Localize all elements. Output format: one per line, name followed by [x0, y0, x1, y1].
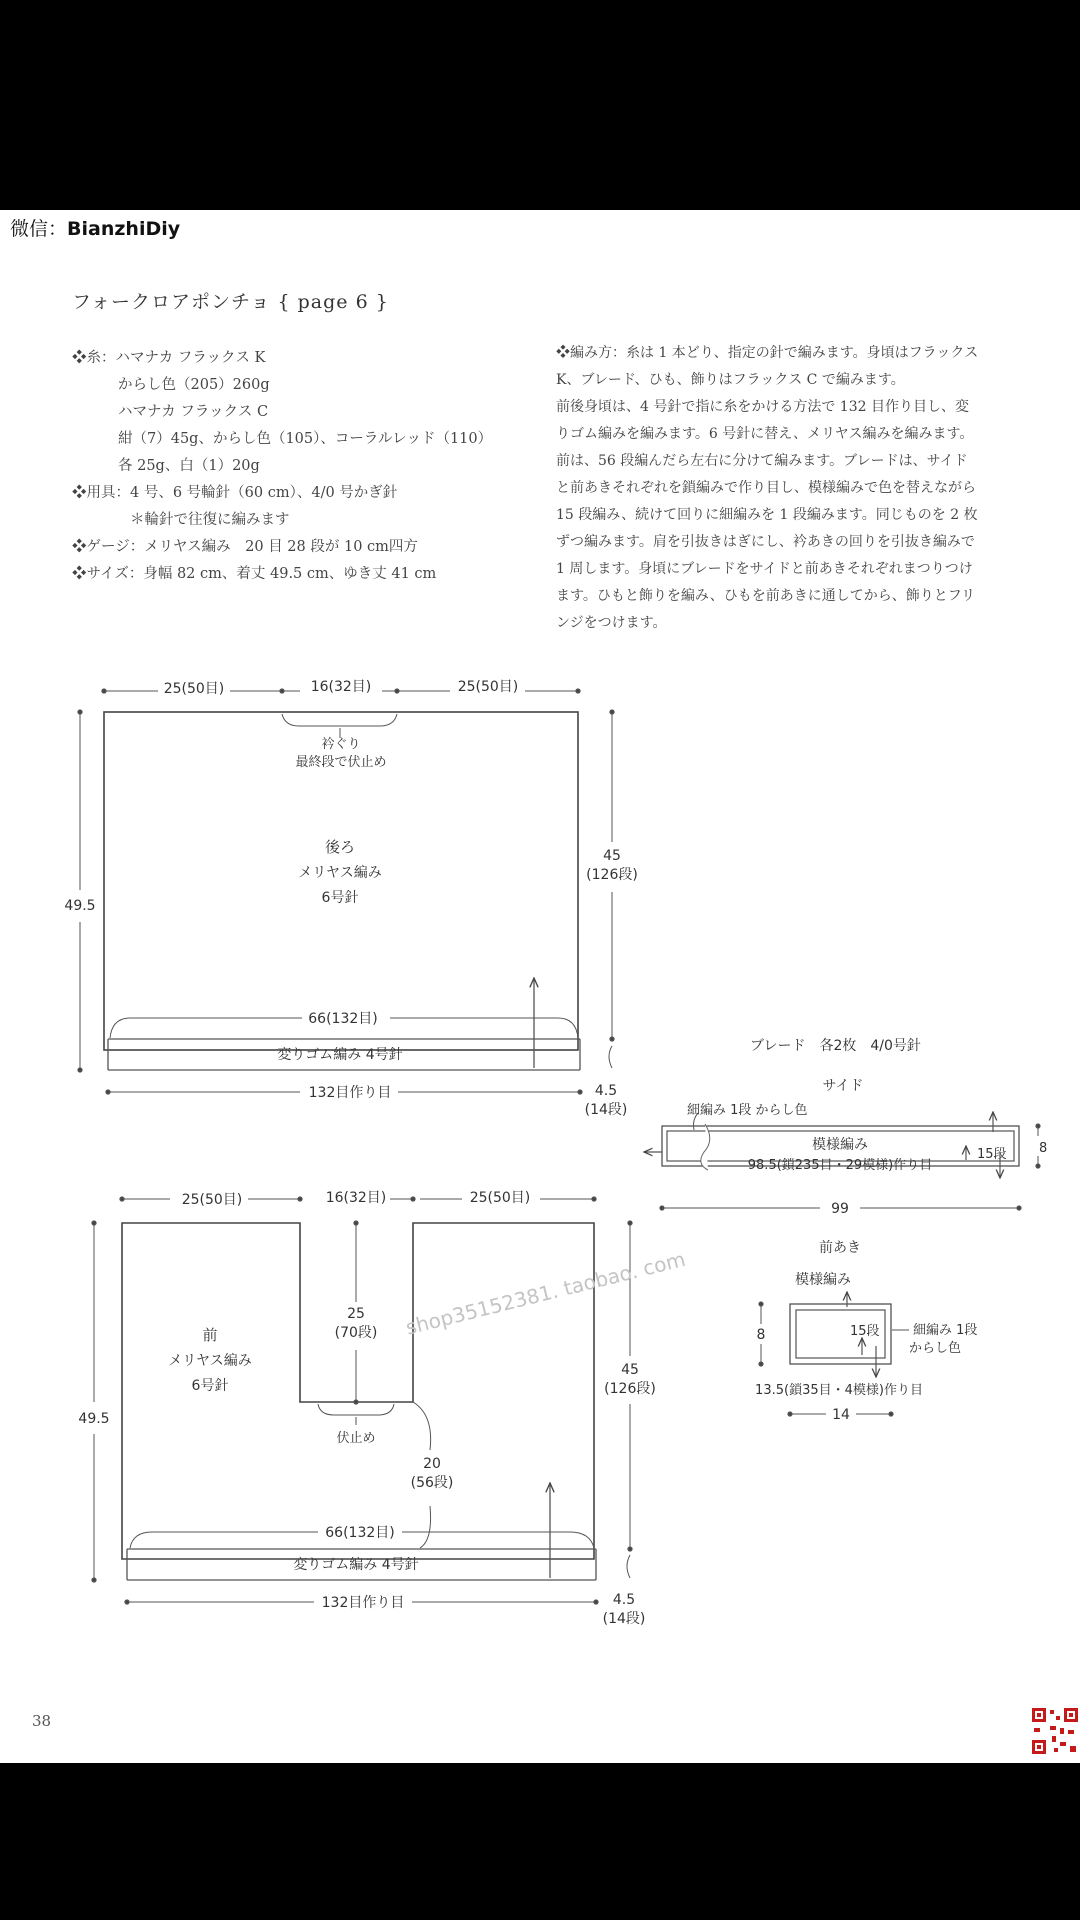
method-line: りゴム編みを編みます。6 号針に替え、メリヤス編みを編みます。 [556, 426, 974, 442]
braid-front-height: 8 [756, 1327, 766, 1343]
method-line: ずつ編みます。肩を引抜きはぎにし、衿あきの回りを引抜き編みで [556, 534, 975, 550]
size-line: ❖サイズ：身幅 82 cm、着丈 49.5 cm、ゆき丈 41 cm [72, 566, 437, 582]
braid-side-title: サイド [822, 1078, 864, 1094]
back-labels [64, 679, 637, 1118]
braid-front-width: 14 [832, 1407, 850, 1423]
dot [78, 710, 82, 714]
dot [576, 689, 580, 693]
front-needle: 6号針 [191, 1378, 229, 1394]
dot [125, 1600, 129, 1604]
braid-front-pattern: 模様編み [795, 1272, 851, 1288]
braid-side-height: 8 [1039, 1141, 1048, 1156]
front-stitch: メリヤス編み [168, 1353, 252, 1369]
dot [1017, 1206, 1021, 1210]
document-page [0, 210, 1080, 1763]
front-piece-diagram [92, 1197, 632, 1604]
dot [106, 1090, 110, 1094]
back-neck-curve [282, 714, 397, 726]
tools-line: ❖用具：4 号、6 号輪針（60 cm）、4/0 号かぎ針 [72, 485, 398, 501]
back-needle: 6号針 [321, 890, 359, 906]
qr-code-icon [1030, 1706, 1080, 1756]
dot [92, 1578, 96, 1582]
tools-note: ＊輪針で往復に編みます [130, 512, 290, 528]
braid-side-pattern: 模様編み [812, 1137, 868, 1153]
dot [280, 689, 284, 693]
method-line: 15 段編み、続けて回りに細編みを 1 段編みます。同じものを 2 枚 [556, 507, 978, 523]
method-line: ❖編み方：糸は 1 本どり、指定の針で編みます。身頃はフラックス [556, 345, 979, 361]
dot [411, 1197, 415, 1201]
front-width-curve-left [130, 1532, 318, 1548]
dot [102, 689, 106, 693]
braid-front-labels [755, 1240, 977, 1423]
braid-front-rows: 15段 [850, 1324, 880, 1339]
back-body-height: 45 [603, 848, 621, 864]
braid-side-rows: 15段 [977, 1147, 1007, 1162]
yarn-line: ❖糸：ハマナカ フラックス K [72, 350, 266, 366]
wechat-label: 微信：BianzhiDiy [10, 218, 181, 240]
yarn-c-colors-2: 各 25g、白（1）20g [118, 458, 260, 474]
dot [628, 1547, 632, 1551]
back-cast-on: 132目作り目 [308, 1085, 392, 1101]
front-top-right-dim: 25(50目) [469, 1190, 531, 1206]
page-title: フォークロアポンチョ { page 6 } [72, 291, 389, 313]
braid-heading: ブレード 各2枚 4/0号針 [750, 1038, 921, 1054]
gauge-line: ❖ゲージ：メリヤス編み 20 目 28 段が 10 cm四方 [72, 539, 418, 555]
front-bindoff-label: 伏止め [336, 1431, 376, 1446]
dot [610, 710, 614, 714]
method-line: 1 周します。身頃にブレードをサイドと前あきそれぞれまつりつけ [556, 561, 973, 577]
braid-front-sc: 細編み 1段 [913, 1323, 978, 1338]
front-inner-width: 66(132目) [325, 1525, 395, 1541]
back-width-curve-right [390, 1018, 578, 1038]
braid-front-sc-color: からし色 [909, 1341, 962, 1356]
dot [1036, 1164, 1040, 1168]
back-neck-label: 衿ぐり [321, 737, 361, 752]
dot [759, 1302, 763, 1306]
knitting-diagrams [0, 210, 1080, 1763]
method-line: ンジをつけます。 [556, 615, 667, 631]
front-slit-height: 25 [347, 1306, 365, 1322]
dot [660, 1206, 664, 1210]
method-line: 前後身頃は、4 号針で指に糸をかける方法で 132 目作り目し、変 [556, 399, 969, 415]
method-line: 前は、56 段編んだら左右に分けて編みます。ブレードは、サイド [556, 453, 968, 469]
front-cast-on: 132目作り目 [321, 1595, 405, 1611]
back-rib-height-curve [609, 1046, 612, 1068]
page-number: 38 [32, 1712, 52, 1730]
dot [1036, 1124, 1040, 1128]
method-line: K、ブレード、ひも、飾りはフラックス C で編みます。 [556, 372, 905, 388]
back-width-curve-left [110, 1018, 302, 1038]
front-rib-label: 変りゴム編み 4号針 [293, 1557, 419, 1573]
dot [354, 1221, 358, 1225]
dot [395, 689, 399, 693]
front-rib-height-curve [627, 1555, 630, 1578]
front-mid-rows: (56段) [410, 1475, 454, 1491]
back-rib-label: 変りゴム編み 4号針 [277, 1047, 403, 1063]
method-line: ます。ひもと飾りを編み、ひもを前あきに通してから、飾りとフリ [556, 588, 976, 604]
dot [594, 1600, 598, 1604]
dot [788, 1412, 792, 1416]
front-mid-curve-top [413, 1402, 431, 1450]
back-inner-width: 66(132目) [308, 1011, 378, 1027]
back-top-right-dim: 25(50目) [457, 679, 519, 695]
dot [578, 1090, 582, 1094]
front-body-height: 45 [621, 1362, 639, 1378]
front-mid-height: 20 [423, 1456, 441, 1472]
braid-side-sc: 細編み 1段 からし色 [687, 1103, 808, 1118]
dot [298, 1197, 302, 1201]
watermark: shop35152381. taobao. com [403, 1246, 688, 1340]
dot [92, 1221, 96, 1225]
back-neck-note: 最終段で伏止め [295, 755, 387, 770]
back-top-mid-dim: 16(32目) [310, 679, 372, 695]
back-body-rows: (126段) [586, 867, 638, 883]
back-stitch: メリヤス編み [298, 865, 382, 881]
dot [78, 1068, 82, 1072]
braid-side-chain: 98.5(鎖235目・29模様)作り目 [747, 1158, 933, 1173]
braid-side-width: 99 [831, 1201, 849, 1217]
front-total-height: 49.5 [78, 1411, 110, 1427]
back-piece-name: 後ろ [324, 838, 356, 856]
dot [759, 1362, 763, 1366]
front-rib-rows: (14段) [602, 1611, 646, 1627]
braid-front-title: 前あき [819, 1240, 861, 1256]
dot [628, 1221, 632, 1225]
dot [610, 1037, 614, 1041]
yarn-k-color: からし色（205）260g [118, 377, 270, 393]
dot [592, 1197, 596, 1201]
front-rib-height: 4.5 [612, 1592, 636, 1608]
dot [354, 1400, 358, 1404]
front-piece-name: 前 [202, 1326, 218, 1344]
front-labels [78, 1190, 655, 1627]
method-line: と前あきそれぞれを鎖編みで作り目し、模様編みで色を替えながら [556, 480, 976, 496]
front-slit-rows: (70段) [334, 1325, 378, 1341]
back-rib-rows: (14段) [584, 1102, 628, 1118]
front-top-left-dim: 25(50目) [181, 1192, 243, 1208]
back-total-height: 49.5 [64, 898, 96, 914]
front-width-curve-right [402, 1532, 594, 1548]
yarn-c-colors: 紺（7）45g、からし色（105）、コーラルレッド（110） [118, 431, 493, 447]
back-rib-height: 4.5 [594, 1083, 618, 1099]
front-bindoff-curve [318, 1404, 394, 1415]
front-mid-curve-bottom [420, 1506, 431, 1548]
dot [120, 1197, 124, 1201]
braid-front-chain: 13.5(鎖35目・4模様)作り目 [755, 1383, 923, 1398]
front-top-mid-dim: 16(32目) [325, 1190, 387, 1206]
yarn-c-name: ハマナカ フラックス C [118, 404, 269, 420]
back-top-left-dim: 25(50目) [163, 681, 225, 697]
dot [889, 1412, 893, 1416]
front-body-rows: (126段) [604, 1381, 656, 1397]
